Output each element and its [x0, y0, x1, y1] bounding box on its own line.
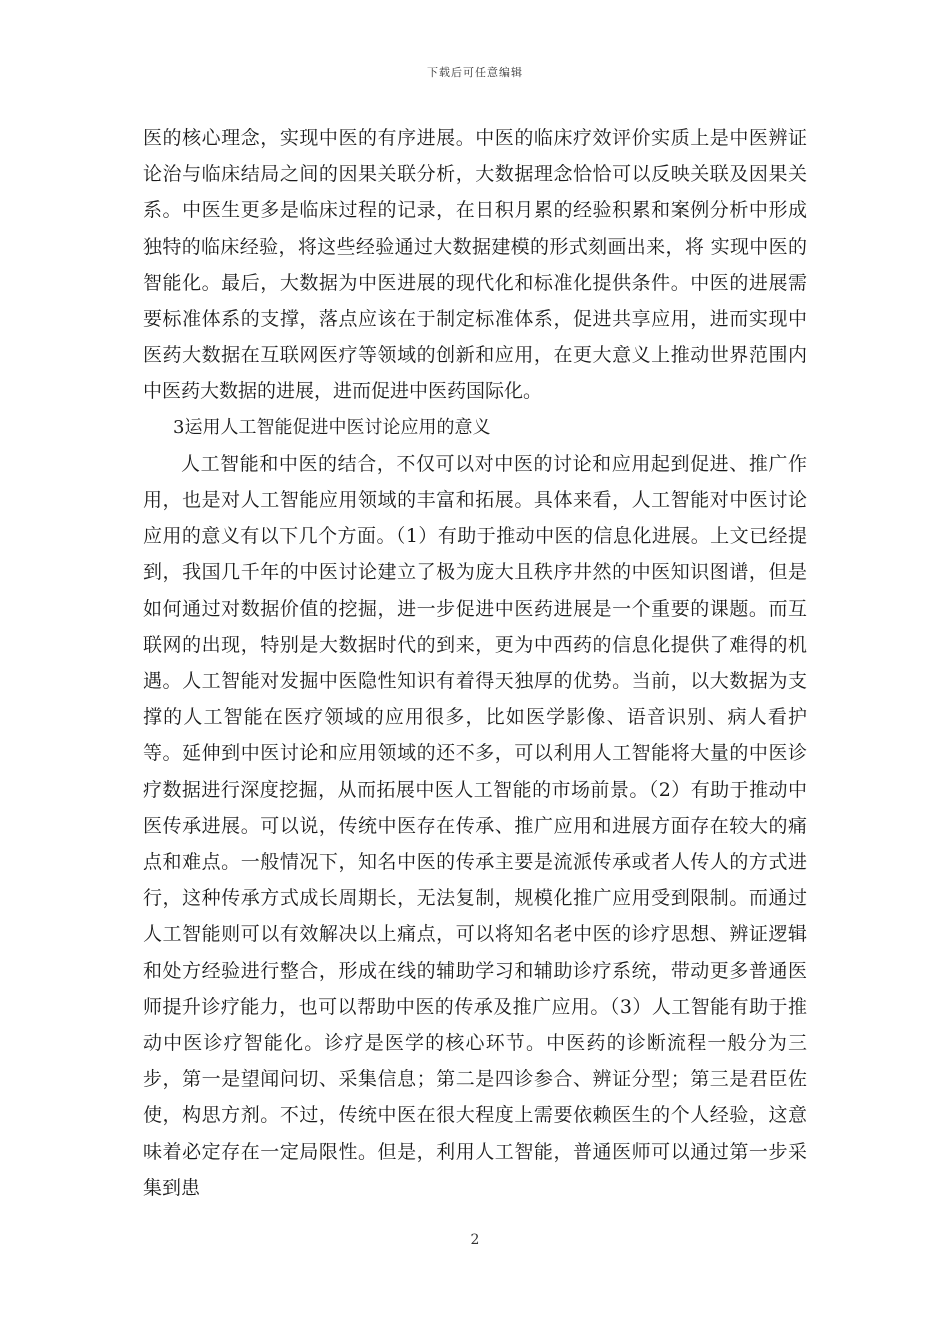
- page-number: 2: [470, 1232, 480, 1248]
- page-header: 下载后可任意编辑: [427, 66, 523, 79]
- section-heading: 3运用人工智能促进中医讨论应用的意义: [173, 416, 491, 438]
- document-body: [143, 120, 807, 1206]
- paragraph-ai-significance: 人工智能和中医的结合，不仅可以对中医的讨论和应用起到促进、推广作用，也是对人工智能应用领域的丰富和拓展。具体来看，人工智能对中医讨论应用的意义有以下几个方面。（1）有助于推动中医的信息化进展。上文已经提到，我国几千年的中医讨论建立了极为庞大且秩序井然的中医知识图谱，但是如何通过对数据价值的挖掘，进一步促进中医药进展是一个重要的课题。而互联网的出现，特别是大数据时代的到来，更为中西药的信息化提供了难得的机遇。人工智能对发掘中医隐性知识有着得天独厚的优势。当前，以大数据为支撑的人工智能在医疗领域的应用很多，比如医学影像、语音识别、病人看护等。延伸到中医讨论和应用领域的还不多，可以利用人工智能将大量的中医诊疗数据进行深度挖掘，从而拓展中医人工智能的市场前景。（2）有助于推动中医传承进展。可以说，传统中医存在传承、推广应用和进展方面存在较大的痛点和难点。一般情况下，知名中医的传承主要是流派传承或者人传人的方式进行，这种传承方式成长周期长，无法复制，规模化推广应用受到限制。而通过人工智能则可以有效解决以上痛点，可以将知名老中医的诊疗思想、辨证逻辑和处方经验进行整合，形成在线的辅助学习和辅助诊疗系统，带动更多普通医师提升诊疗能力，也可以帮助中医的传承及推广应用。（3）人工智能有助于推动中医诊疗智能化。诊疗是医学的核心环节。中医药的诊断流程一般分为三步，第一是望闻问切、采集信息；第二是四诊参合、辨证分型；第三是君臣佐使，构思方剂。不过，传统中医在很大程度上需要依赖医生的个人经验，这意味着必定存在一定局限性。但是，利用人工智能，普通医师可以通过第一步采集到患: [143, 452, 807, 1199]
- paragraph-continuation: 医的核心理念，实现中医的有序进展。中医的临床疗效评价实质上是中医辨证论治与临床结局之间的因果关联分析，大数据理念恰恰可以反映关联及因果关系。中医生更多是临床过程的记录，在日积月累的经验积累和案例分析中形成独特的临床经验，将这些经验通过大数据建模的形式刻画出来，将 实现中医的智能化。最后，大数据为中医进展的现代化和标准化提供条件。中医的进展需要标准体系的支撑，落点应该在于制定标准体系，促进共享应用，进而实现中医药大数据在互联网医疗等领域的创新和应用，在更大意义上推动世界范围内中医药大数据的进展，进而促进中医药国际化。: [143, 127, 807, 403]
